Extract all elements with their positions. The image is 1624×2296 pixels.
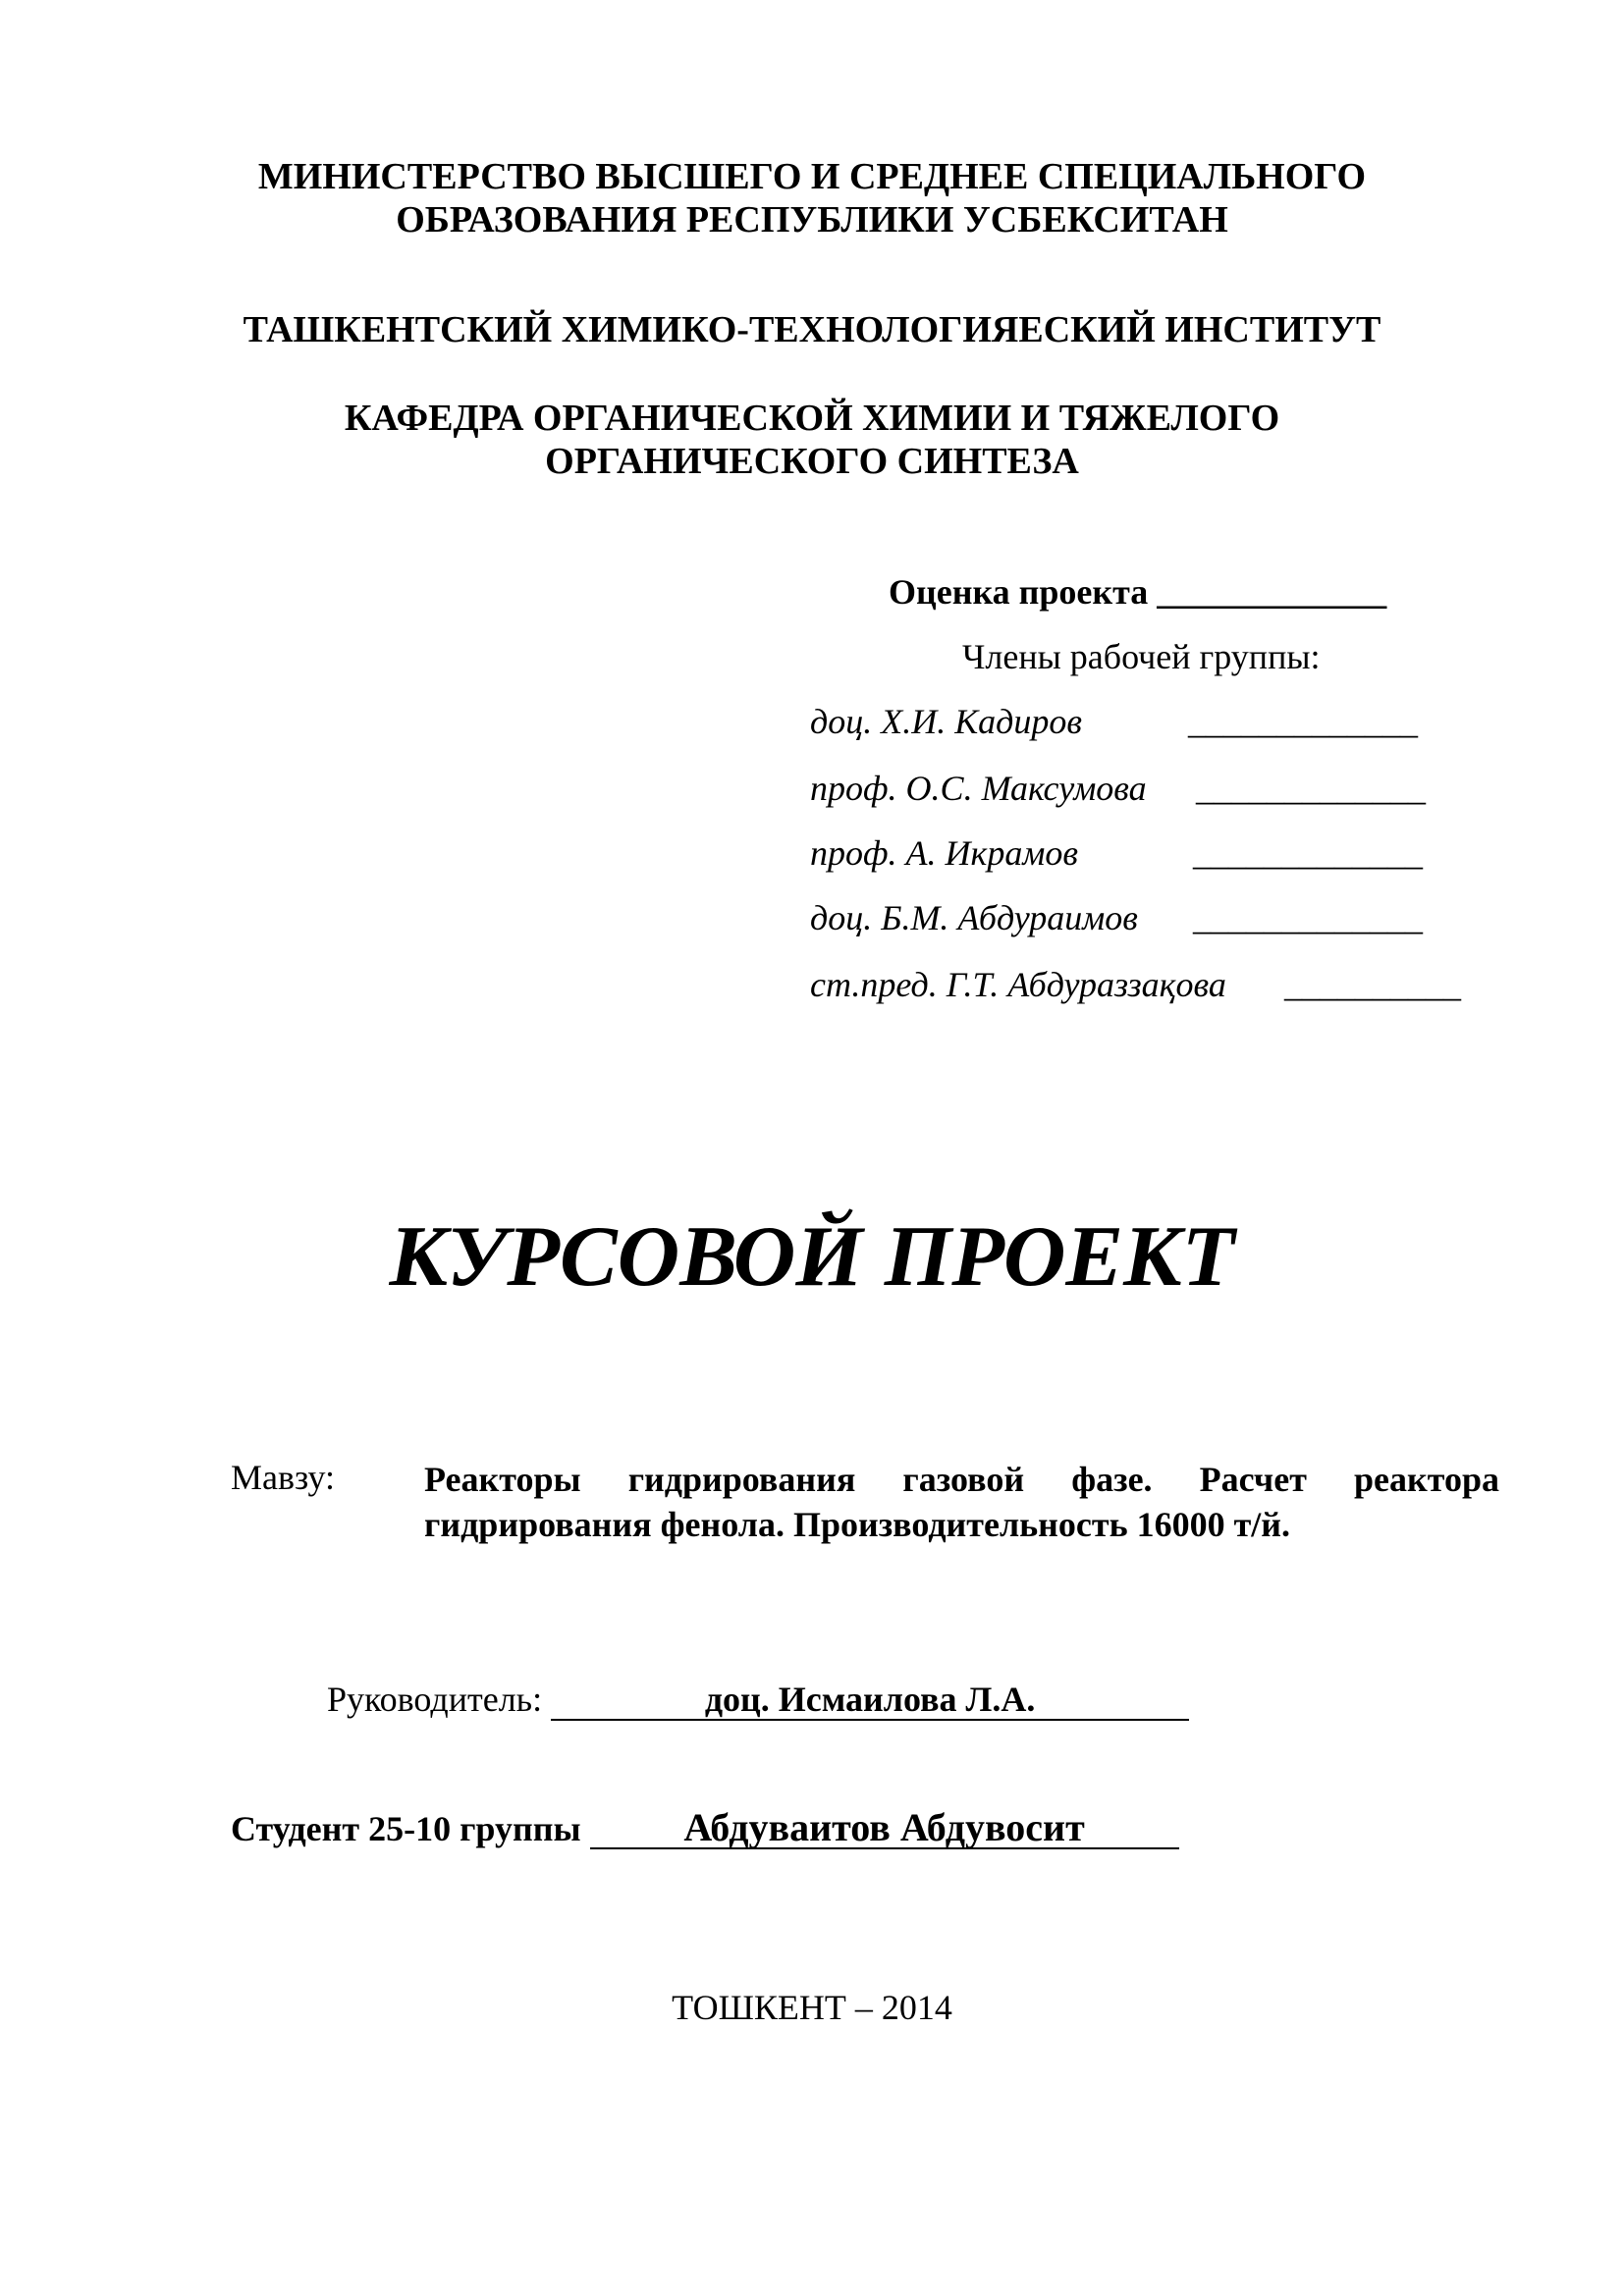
member-name: проф. О.С. Максумова [810, 769, 1147, 808]
evaluation-label: Оценка проекта [889, 572, 1149, 612]
member-signature-blank: _____________ [1188, 702, 1418, 741]
topic-line-2: гидрирования фенола. Производительность 16000 т/й. [424, 1505, 1291, 1544]
evaluation-blank: _____________ [1157, 572, 1387, 612]
student [231, 1805, 1179, 1849]
topic-line-1: Реакторы гидрирования газовой фазе. Расчет реактора [424, 1460, 1499, 1499]
member-signature-blank: _____________ [1196, 769, 1426, 808]
member-row [810, 701, 1082, 742]
document-title: КУРСОВОЙ ПРОЕКТ [389, 1209, 1235, 1305]
member-row [810, 832, 1078, 874]
department-line-2: ОРГАНИЧЕСКОГО СИНТЕЗА [545, 441, 1079, 482]
supervisor-name: доц. Исмаилова Л.А. [551, 1680, 1189, 1721]
member-name: доц. Б.М. Абдураимов [810, 898, 1138, 937]
topic-text [424, 1457, 1499, 1547]
supervisor [327, 1679, 1189, 1721]
member-signature-blank: _____________ [1193, 898, 1423, 937]
member-signature-blank: __________ [1284, 965, 1461, 1004]
member-row [810, 897, 1138, 938]
member-signature-blank: _____________ [1193, 833, 1423, 873]
institute-name: ТАШКЕНТСКИЙ ХИМИКО-ТЕХНОЛОГИЯЕСКИЙ ИНСТИТУТ [243, 309, 1381, 350]
member-row [810, 768, 1147, 809]
ministry-line-1: МИНИСТЕРСТВО ВЫСШЕГО И СРЕДНЕЕ СПЕЦИАЛЬНОГО [257, 156, 1367, 197]
topic-label: Мавзу: [231, 1458, 335, 1497]
student-name: Абдуваитов Абдувосит [590, 1808, 1179, 1849]
student-label: Студент 25-10 группы [231, 1809, 581, 1848]
member-row [810, 964, 1226, 1005]
city-year: ТОШКЕНТ – 2014 [672, 1988, 952, 2027]
working-group-title: Члены рабочей группы: [962, 637, 1321, 676]
member-name: ст.пред. Г.Т. Абдураззақова [810, 965, 1226, 1004]
ministry-line-2: ОБРАЗОВАНИЯ РЕСПУБЛИКИ УСБЕКСИТАН [396, 199, 1228, 240]
member-name: проф. А. Икрамов [810, 833, 1078, 873]
member-name: доц. Х.И. Кадиров [810, 702, 1082, 741]
department-line-1: КАФЕДРА ОРГАНИЧЕСКОЙ ХИМИИ И ТЯЖЕЛОГО [344, 398, 1280, 439]
supervisor-label: Руководитель: [327, 1680, 543, 1719]
evaluation [889, 571, 1386, 613]
